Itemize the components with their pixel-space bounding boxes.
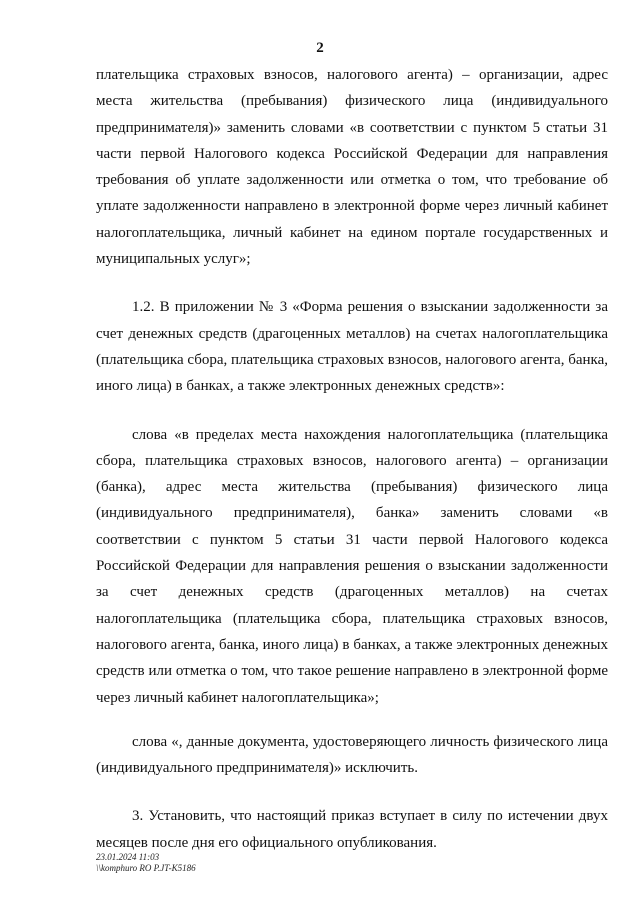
stamp-date: 23.01.2024 11:03 xyxy=(96,852,160,862)
document-body xyxy=(96,62,608,856)
paragraph-continuation: плательщика страховых взносов, налогового агента) – организации, адрес места жительства (пребывания) физического лица (индивидуального предпринимателя)» заменить словами «в соответствии с пунктом 5 статьи 31 части первой Налогового кодекса Российской Федерации для направления требования об уплате задолженности или отметка о том, что требование об уплате задолженности направлено в электронной форме через личный кабинет налогоплательщика, личный кабинет на едином портале государственных и муниципальных услуг»; xyxy=(96,67,608,268)
page-number: 2 xyxy=(316,40,324,56)
document-stamp xyxy=(96,852,196,874)
stamp-author: \\komphuro RO P.JT-K5186 xyxy=(96,863,196,873)
paragraph-words-replace: слова «в пределах места нахождения налогоплательщика (плательщика сбора, плательщика страховых взносов, налогового агента) – организации (банка), адрес места жительства (пребывания) физического лица (индивидуального предпринимателя), банка» заменить словами «в соответствии с пунктом 5 статьи 31 части первой Налогового кодекса Российской Федерации для направления решения о взыскании задолженности за счет денежных средств (драгоценных металлов) на счетах налогоплательщика (плательщика сбора, плательщика страховых взносов, налогового агента, банка, иного лица) в банках, а также электронных денежных средств или отметка о том, что такое решение направлено в электронной форме через личный кабинет налогоплательщика»; xyxy=(96,426,608,706)
paragraph-item-3: 3. Установить, что настоящий приказ вступает в силу по истечении двух месяцев после дня его официального опубликования. xyxy=(96,808,608,851)
paragraph-words-exclude: слова «, данные документа, удостоверяющего личность физического лица (индивидуального предпринимателя)» исключить. xyxy=(96,733,608,777)
paragraph-item-1-2: 1.2. В приложении № 3 «Форма решения о взыскании задолженности за счет денежных средств (драгоценных металлов) на счетах налогоплательщика (плательщика сбора, плательщика страховых взносов, налогового агента, банка, иного лица) в банках, а также электронных денежных средств»: xyxy=(96,299,608,395)
